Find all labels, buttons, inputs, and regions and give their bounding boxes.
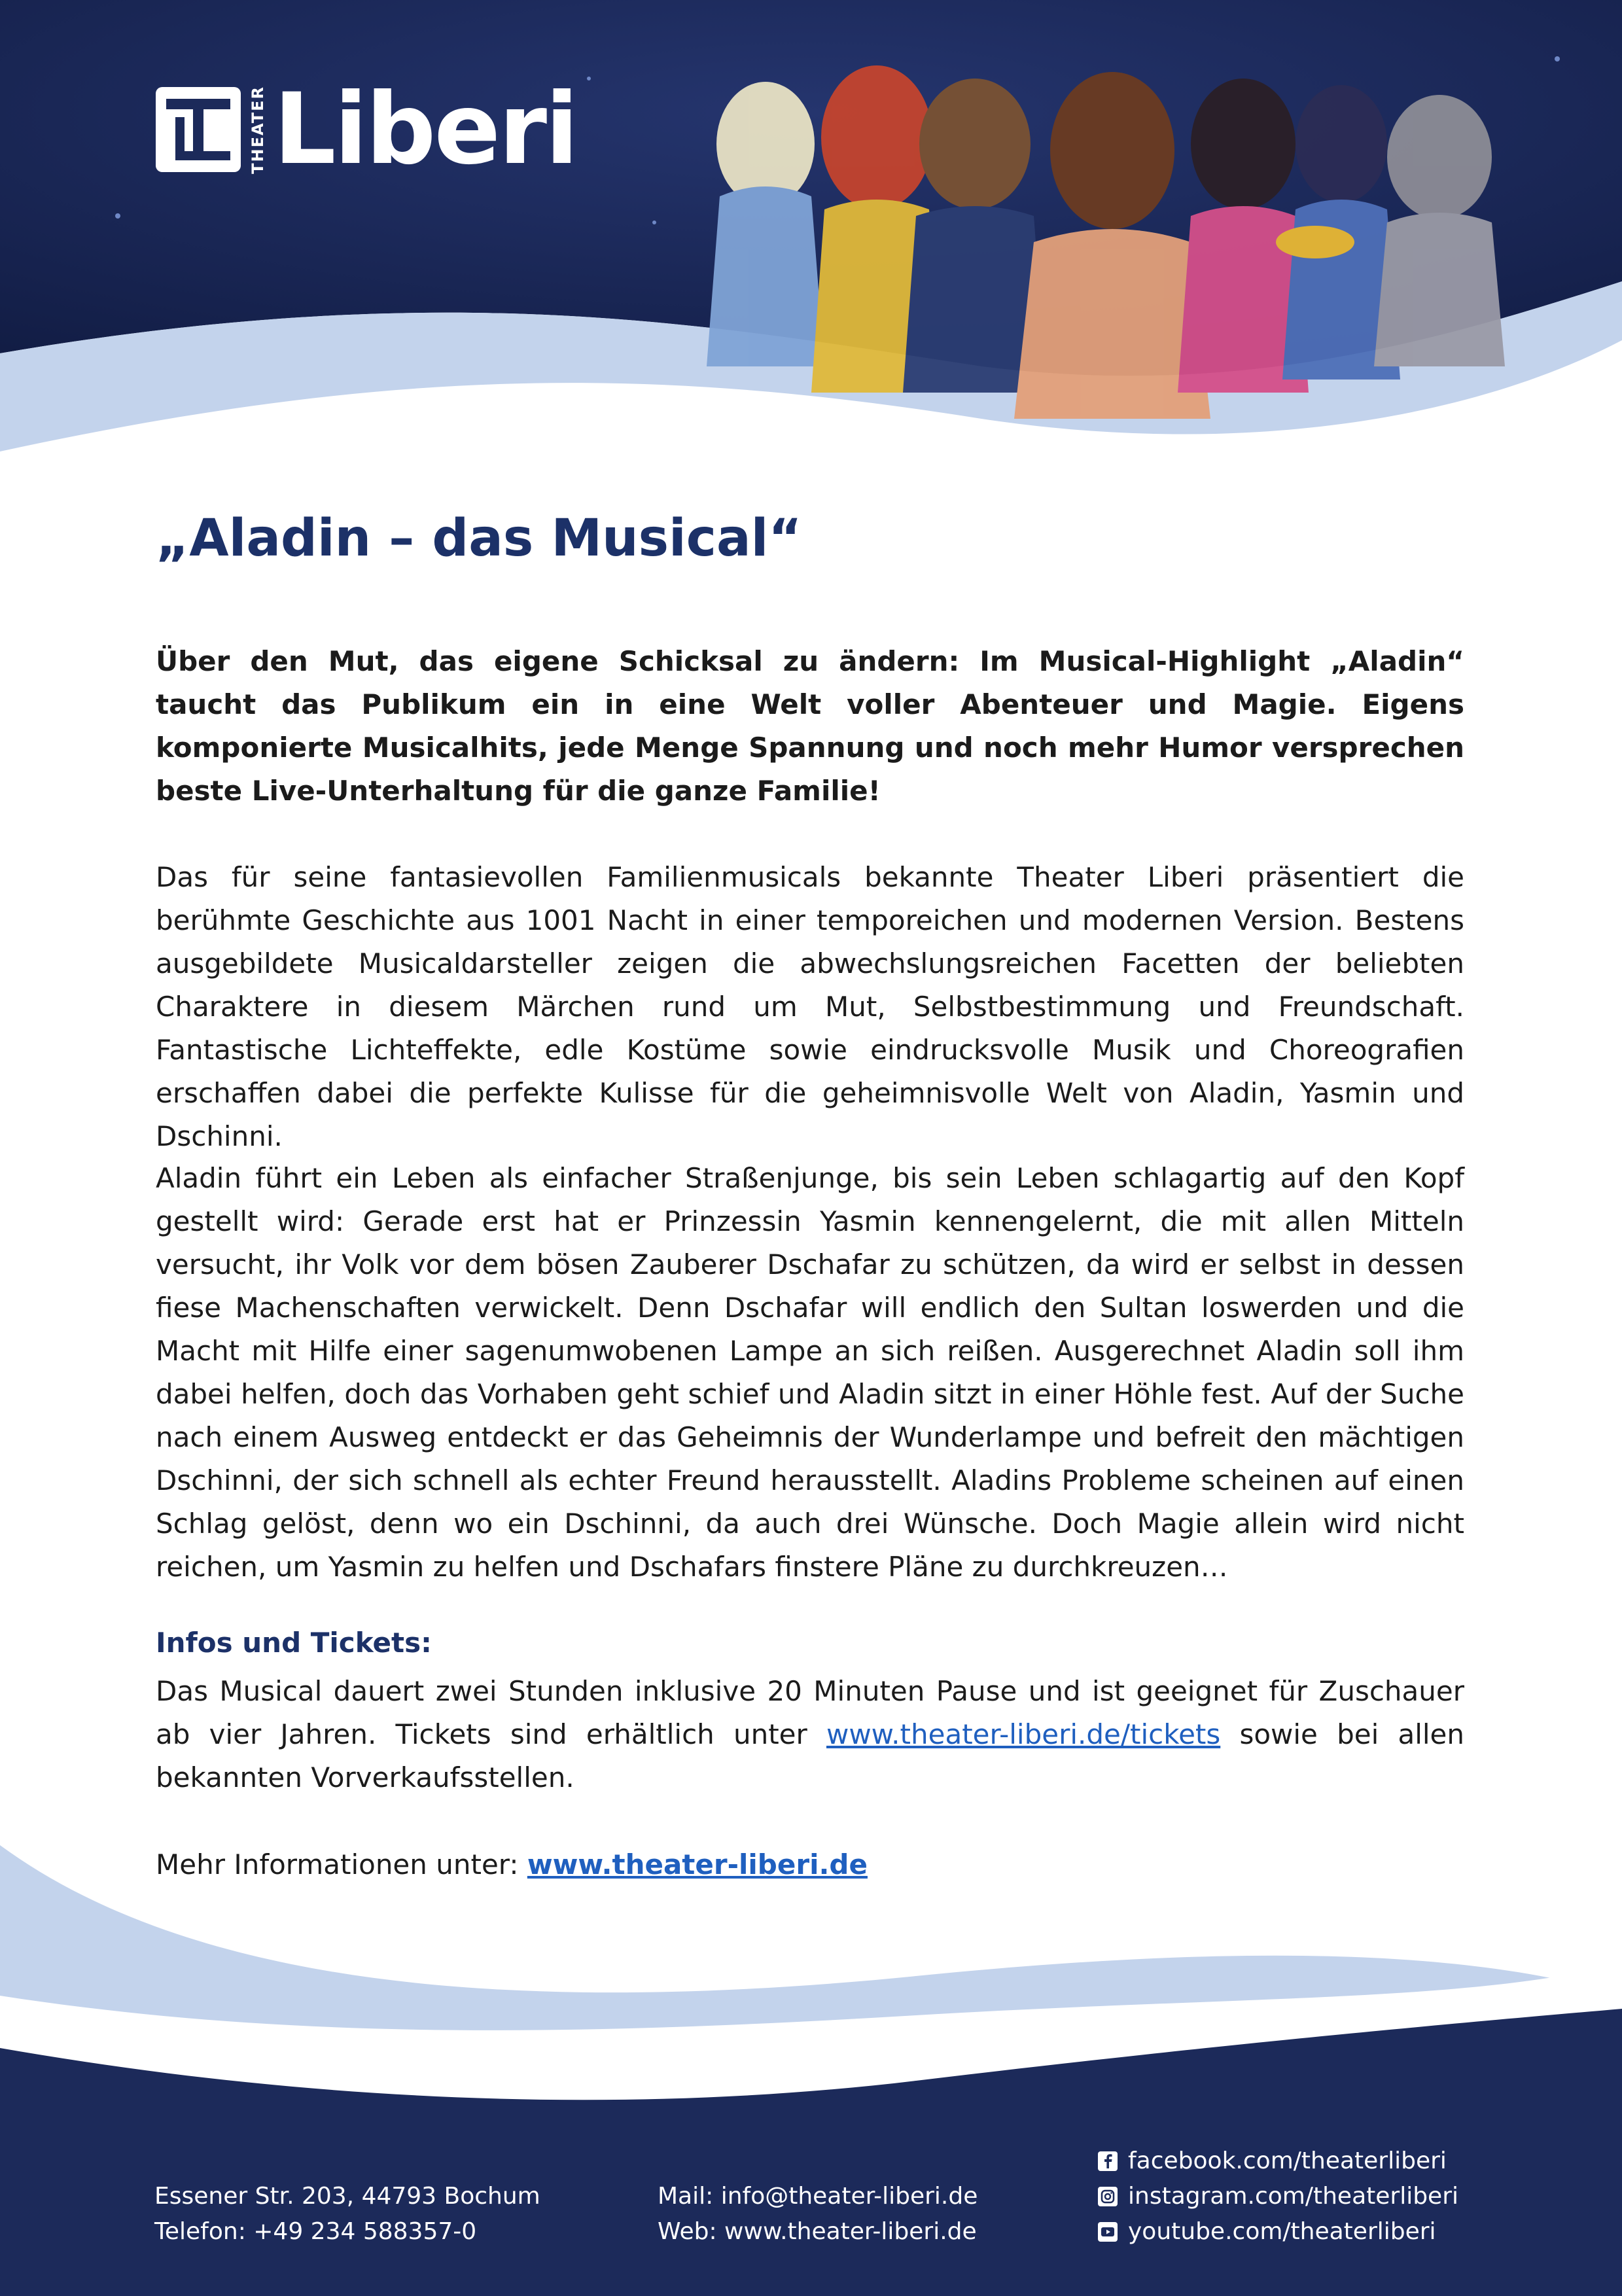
info-text-after: sowie bei allen bekannten Vorverkaufsstellen. bbox=[156, 1718, 1464, 1793]
info-text-before: Das Musical dauert zwei Stunden inklusive 20 Minuten Pause und ist geeignet für Zuschauer ab vier Jahren. Tickets sind erhältlich unter bbox=[156, 1675, 1464, 1750]
musical-characters-illustration bbox=[661, 26, 1511, 419]
info-paragraph bbox=[156, 1670, 1464, 1799]
footer-web-line[interactable]: Web: www.theater-liberi.de bbox=[658, 2218, 977, 2245]
tickets-link[interactable]: www.theater-liberi.de/tickets bbox=[826, 1718, 1221, 1750]
body-paragraph-2: Aladin führt ein Leben als einfacher Straßenjunge, bis sein Leben schlagartig auf den Kopf gestellt wird: Gerade erst hat er Prinzessin Yasmin kennengelernt, die mit allen Mitteln versucht, ihr Volk vor dem bösen Zauberer Dschafar zu schützen, da wird er selbst in dessen fiese Machenschaften verwickelt. Denn Dschafar will endlich den Sultan loswerden und die Macht mit Hilfe einer sagenumwobenen Lampe an sich reißen. Ausgerechnet Aladin soll ihm dabei helfen, doch das Vorhaben geht schief und Aladin sitzt in einer Höhle fest. Auf der Suche nach einem Ausweg entdeckt er das Geheimnis der Wunderlampe und befreit den mächtigen Dschinni, der sich schnell als echter Freund herausstellt. Aladins Probleme scheinen auf einen Schlag gelöst, denn wo ein Dschinni, da auch drei Wünsche. Doch Magie allein wird nicht reichen, um Yasmin zu helfen und Dschafars finstere Pläne zu durchkreuzen… bbox=[156, 1162, 1464, 1583]
youtube-icon bbox=[1098, 2222, 1118, 2242]
footer-mail-line[interactable]: Mail: info@theater-liberi.de bbox=[658, 2183, 978, 2210]
website-link[interactable]: www.theater-liberi.de bbox=[527, 1848, 868, 1881]
social-facebook[interactable] bbox=[1098, 2144, 1458, 2179]
logo-theater-label: THEATER bbox=[249, 85, 267, 174]
footer-phone-line: Telefon: +49 234 588357-0 bbox=[154, 2218, 477, 2245]
footer-address bbox=[154, 2179, 540, 2250]
social-instagram[interactable] bbox=[1098, 2179, 1458, 2214]
social-youtube-label: youtube.com/theaterliberi bbox=[1128, 2218, 1436, 2245]
social-facebook-label: facebook.com/theaterliberi bbox=[1128, 2147, 1447, 2174]
theater-liberi-logo bbox=[156, 73, 577, 186]
info-heading: Infos und Tickets: bbox=[156, 1627, 432, 1659]
instagram-icon bbox=[1098, 2187, 1118, 2206]
logo-mark-icon bbox=[156, 87, 241, 172]
body-paragraph-1: Das für seine fantasievollen Familienmusicals bekannte Theater Liberi präsentiert die berühmte Geschichte aus 1001 Nacht in einer temporeichen und modernen Version. Bestens ausgebildete Musicaldarsteller zeigen die abwechslungsreichen Facetten der beliebten Charaktere in diesem Märchen rund um Mut, Selbstbestimmung und Freundschaft. Fantastische Lichteffekte, edle Kostüme sowie eindrucksvolle Musik und Choreografien erschaffen dabei die perfekte Kulisse für die geheimnisvolle Welt von Aladin, Yasmin und Dschinni. bbox=[156, 861, 1464, 1152]
lead-paragraph: Über den Mut, das eigene Schicksal zu ändern: Im Musical-Highlight „Aladin“ taucht das Publikum ein in eine Welt voller Abenteuer und Magie. Eigens komponierte Musicalhits, jede Menge Spannung und noch mehr Humor versprechen beste Live-Unterhaltung für die ganze Familie! bbox=[156, 645, 1464, 807]
social-youtube[interactable] bbox=[1098, 2214, 1458, 2250]
logo-wordmark: Liberi bbox=[273, 73, 577, 186]
facebook-icon bbox=[1098, 2151, 1118, 2171]
more-info-label: Mehr Informationen unter: bbox=[156, 1848, 527, 1881]
footer-social-links bbox=[1098, 2144, 1458, 2250]
footer-address-line: Essener Str. 203, 44793 Bochum bbox=[154, 2183, 540, 2210]
footer-contact bbox=[658, 2179, 978, 2250]
social-instagram-label: instagram.com/theaterliberi bbox=[1128, 2183, 1459, 2210]
page-title: „Aladin – das Musical“ bbox=[156, 509, 802, 568]
